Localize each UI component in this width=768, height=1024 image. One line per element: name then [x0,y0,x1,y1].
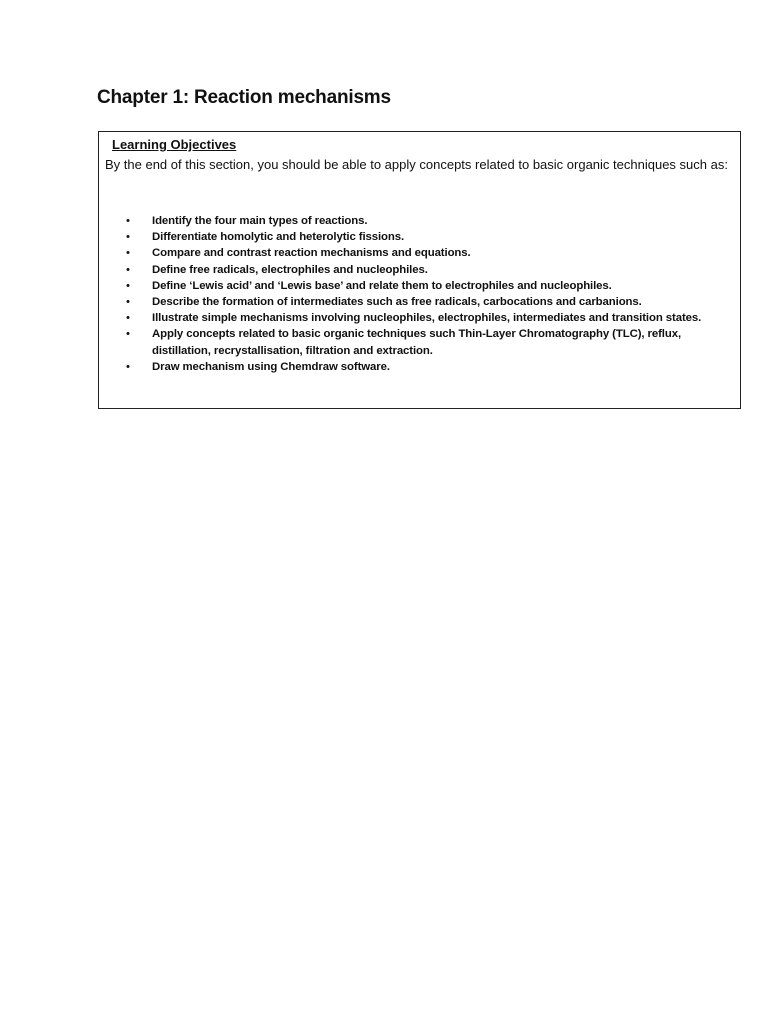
objective-text: Compare and contrast reaction mechanisms and equations. [152,247,471,260]
objective-item [123,213,723,229]
bullet-icon: • [126,296,130,309]
objective-text: Apply concepts related to basic organic techniques such Thin-Layer Chromatography (TLC), reflux, distillation, recrystallisation, filtration and extraction. [152,328,682,357]
objective-item [123,326,723,358]
chapter-title: Chapter 1: Reaction mechanisms [97,87,391,108]
objective-item [123,310,723,326]
objective-item [123,229,723,245]
objective-item [123,262,723,278]
objective-item [123,359,723,375]
objective-text: Draw mechanism using Chemdraw software. [152,360,390,373]
bullet-icon: • [126,215,130,227]
objective-text: Illustrate simple mechanisms involving nucleophiles, electrophiles, intermediates and transition states. [152,312,702,325]
learning-objectives-heading: Learning Objectives [112,137,237,152]
bullet-icon: • [126,247,130,260]
bullet-icon: • [126,312,130,325]
objective-text: Define ‘Lewis acid’ and ‘Lewis base’ and relate them to electrophiles and nucleophiles. [152,279,612,292]
objective-item [123,278,723,294]
objectives-list [123,213,723,375]
objective-text: Identify the four main types of reactions. [152,215,368,227]
objective-text: Define free radicals, electrophiles and nucleophiles. [152,263,428,276]
bullet-icon: • [126,360,130,373]
learning-objectives-box [98,131,741,409]
bullet-icon: • [126,279,130,292]
bullet-icon: • [126,231,130,244]
objective-item [123,294,723,310]
objective-text: Differentiate homolytic and heterolytic fissions. [152,231,405,244]
bullet-icon: • [126,328,130,341]
learning-objectives-intro: By the end of this section, you should be able to apply concepts related to basic organic techniques such as: [105,157,728,172]
bullet-icon: • [126,263,130,276]
objective-item [123,245,723,261]
objective-text: Describe the formation of intermediates such as free radicals, carbocations and carbanions. [152,296,642,309]
